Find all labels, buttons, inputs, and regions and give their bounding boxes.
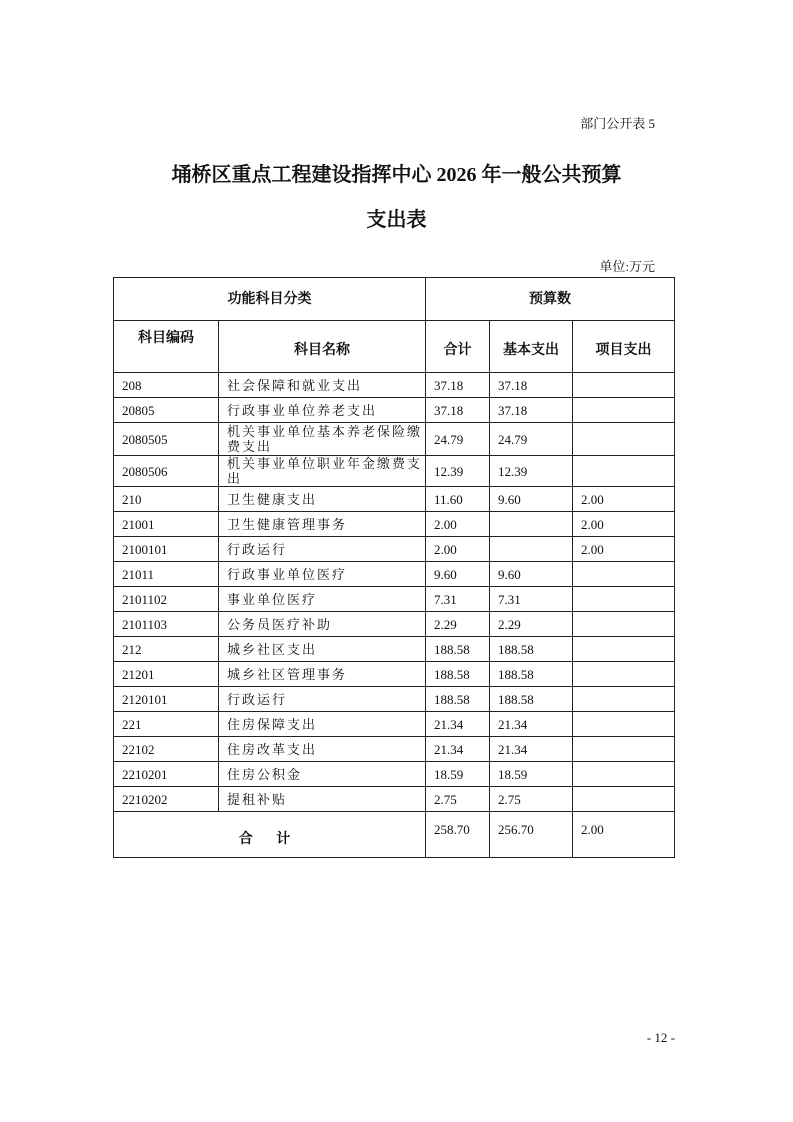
cell-total: 37.18 [426, 373, 490, 398]
cell-name: 卫生健康支出 [219, 487, 426, 512]
cell-project [573, 398, 675, 423]
cell-code: 22102 [114, 737, 219, 762]
header-budget: 预算数 [426, 278, 675, 321]
header-total: 合计 [426, 321, 490, 373]
cell-total: 2.00 [426, 537, 490, 562]
cell-code: 21011 [114, 562, 219, 587]
cell-name: 行政事业单位养老支出 [219, 398, 426, 423]
cell-total: 2.75 [426, 787, 490, 812]
cell-project [573, 423, 675, 456]
cell-project [573, 662, 675, 687]
document-title: 埇桥区重点工程建设指挥中心 2026 年一般公共预算 [171, 164, 622, 186]
cell-total: 188.58 [426, 687, 490, 712]
cell-basic: 7.31 [490, 587, 573, 612]
cell-code: 2120101 [114, 687, 219, 712]
cell-name: 卫生健康管理事务 [219, 512, 426, 537]
header-project: 项目支出 [573, 321, 675, 373]
cell-code: 221 [114, 712, 219, 737]
cell-name: 事业单位医疗 [219, 587, 426, 612]
cell-total: 188.58 [426, 662, 490, 687]
header-category: 功能科目分类 [114, 278, 426, 321]
cell-name: 机关事业单位职业年金缴费支出 [219, 456, 426, 487]
table-row [114, 587, 675, 612]
cell-code: 2080506 [114, 456, 219, 487]
budget-expenditure-table [113, 277, 675, 858]
header-name: 科目名称 [219, 321, 426, 373]
cell-project [573, 637, 675, 662]
cell-project [573, 787, 675, 812]
cell-basic: 37.18 [490, 373, 573, 398]
cell-name: 住房改革支出 [219, 737, 426, 762]
cell-project: 2.00 [573, 537, 675, 562]
cell-basic: 9.60 [490, 562, 573, 587]
cell-total: 37.18 [426, 398, 490, 423]
table-row [114, 537, 675, 562]
table-row [114, 487, 675, 512]
cell-name: 社会保障和就业支出 [219, 373, 426, 398]
cell-basic [490, 512, 573, 537]
cell-code: 2080505 [114, 423, 219, 456]
cell-basic: 18.59 [490, 762, 573, 787]
table-row [114, 762, 675, 787]
column-header-row [114, 321, 675, 373]
cell-total: 9.60 [426, 562, 490, 587]
cell-basic: 2.75 [490, 787, 573, 812]
unit-label: 单位:万元 [599, 259, 655, 274]
cell-total: 12.39 [426, 456, 490, 487]
table-row [114, 373, 675, 398]
cell-code: 2101102 [114, 587, 219, 612]
total-label: 合 计 [114, 812, 426, 858]
cell-project [573, 612, 675, 637]
total-total: 258.70 [426, 812, 490, 858]
cell-total: 7.31 [426, 587, 490, 612]
cell-project [573, 587, 675, 612]
table-row [114, 712, 675, 737]
cell-project [573, 687, 675, 712]
cell-total: 188.58 [426, 637, 490, 662]
table-number-label: 部门公开表 5 [580, 116, 655, 131]
table-row [114, 687, 675, 712]
cell-basic: 188.58 [490, 637, 573, 662]
cell-name: 提租补贴 [219, 787, 426, 812]
table-row [114, 612, 675, 637]
table-row [114, 637, 675, 662]
cell-project: 2.00 [573, 512, 675, 537]
cell-project [573, 562, 675, 587]
cell-basic: 9.60 [490, 487, 573, 512]
cell-code: 20805 [114, 398, 219, 423]
document-title-line2: 支出表 [366, 209, 427, 231]
cell-total: 21.34 [426, 737, 490, 762]
cell-name: 行政运行 [219, 537, 426, 562]
table-row [114, 423, 675, 456]
header-basic: 基本支出 [490, 321, 573, 373]
cell-name: 城乡社区支出 [219, 637, 426, 662]
cell-basic: 188.58 [490, 687, 573, 712]
cell-basic: 21.34 [490, 712, 573, 737]
cell-code: 2210202 [114, 787, 219, 812]
cell-basic: 37.18 [490, 398, 573, 423]
cell-total: 11.60 [426, 487, 490, 512]
cell-basic: 2.29 [490, 612, 573, 637]
cell-name: 行政运行 [219, 687, 426, 712]
table-row [114, 787, 675, 812]
total-project: 2.00 [573, 812, 675, 858]
cell-total: 18.59 [426, 762, 490, 787]
header-code: 科目编码 [114, 321, 219, 373]
cell-code: 2100101 [114, 537, 219, 562]
cell-code: 210 [114, 487, 219, 512]
cell-total: 2.00 [426, 512, 490, 537]
cell-name: 住房公积金 [219, 762, 426, 787]
page-number: - 12 - [646, 1030, 675, 1045]
cell-code: 2210201 [114, 762, 219, 787]
cell-project [573, 712, 675, 737]
table-row [114, 512, 675, 537]
cell-total: 24.79 [426, 423, 490, 456]
total-basic: 256.70 [490, 812, 573, 858]
cell-name: 公务员医疗补助 [219, 612, 426, 637]
table-row [114, 737, 675, 762]
table-row [114, 456, 675, 487]
cell-total: 2.29 [426, 612, 490, 637]
cell-name: 城乡社区管理事务 [219, 662, 426, 687]
total-row [114, 812, 675, 858]
cell-basic: 21.34 [490, 737, 573, 762]
cell-name: 行政事业单位医疗 [219, 562, 426, 587]
cell-name: 机关事业单位基本养老保险缴费支出 [219, 423, 426, 456]
cell-project: 2.00 [573, 487, 675, 512]
cell-code: 208 [114, 373, 219, 398]
cell-basic: 12.39 [490, 456, 573, 487]
group-header-row [114, 278, 675, 321]
cell-total: 21.34 [426, 712, 490, 737]
table-row [114, 662, 675, 687]
cell-code: 212 [114, 637, 219, 662]
table-row [114, 398, 675, 423]
cell-project [573, 373, 675, 398]
cell-project [573, 737, 675, 762]
cell-code: 2101103 [114, 612, 219, 637]
cell-code: 21201 [114, 662, 219, 687]
cell-name: 住房保障支出 [219, 712, 426, 737]
cell-project [573, 456, 675, 487]
cell-basic: 24.79 [490, 423, 573, 456]
table-row [114, 562, 675, 587]
cell-code: 21001 [114, 512, 219, 537]
cell-basic [490, 537, 573, 562]
cell-project [573, 762, 675, 787]
cell-basic: 188.58 [490, 662, 573, 687]
